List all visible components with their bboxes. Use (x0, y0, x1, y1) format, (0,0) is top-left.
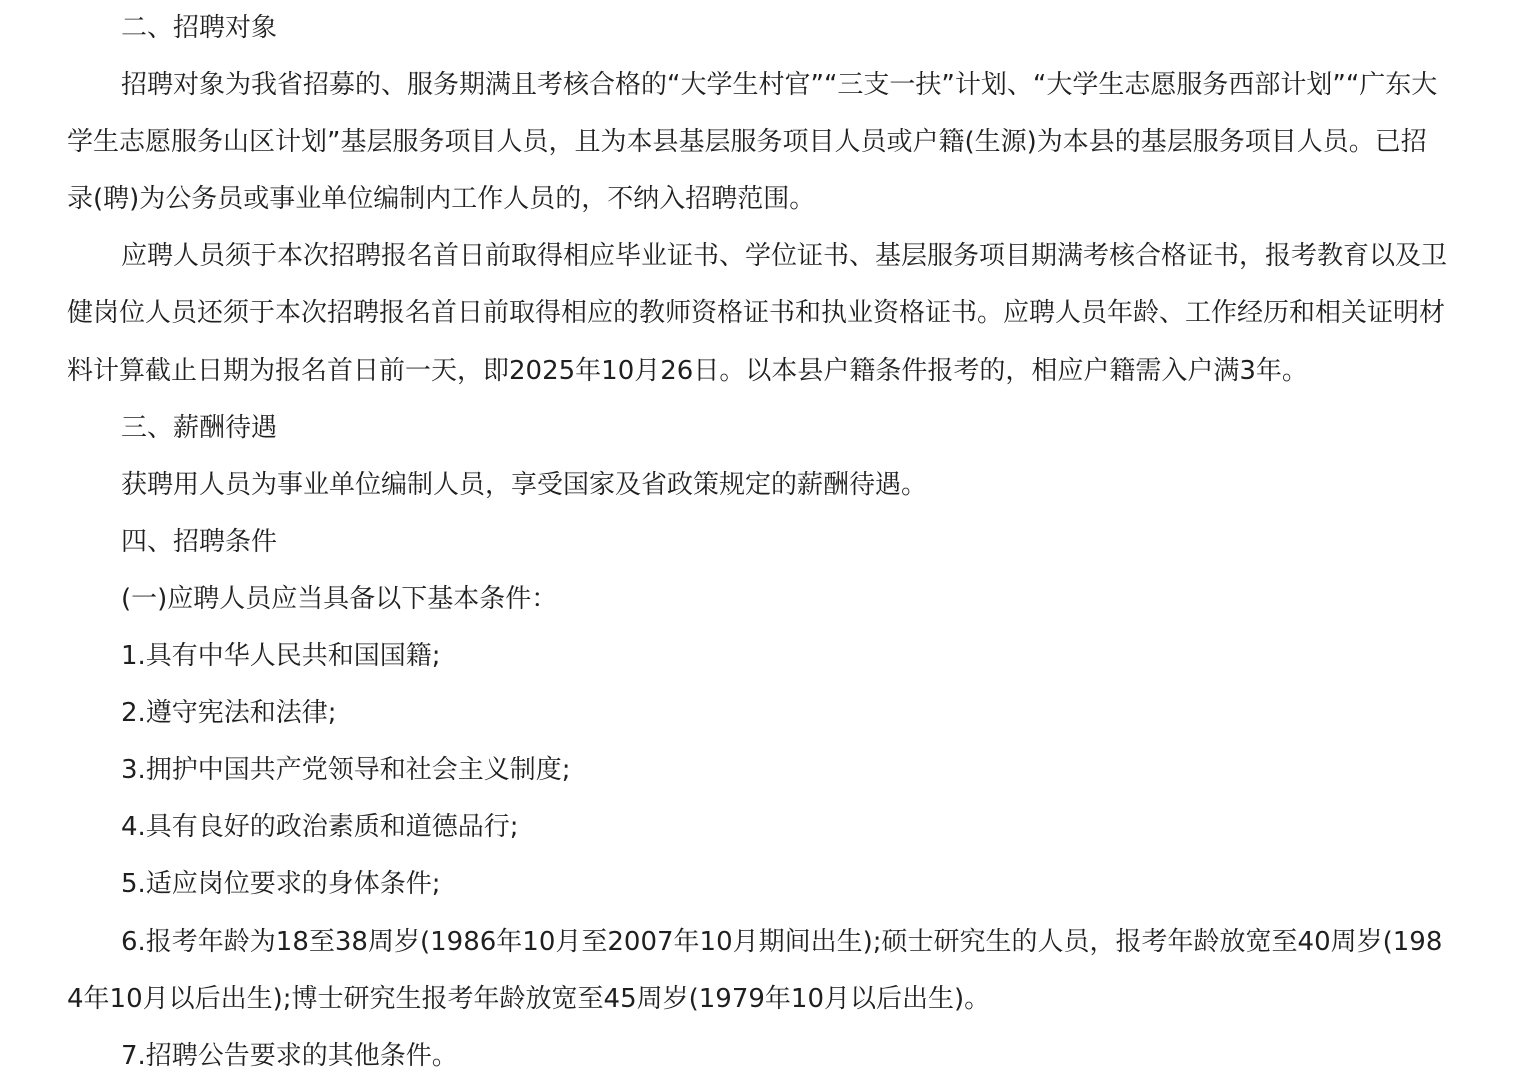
paragraph-recruitment-target: 招聘对象为我省招募的、服务期满且考核合格的“大学生村官”“三支一扶”计划、“大学生志愿服务西部计划”“广东大学生志愿服务山区计划”基层服务项目人员，且为本县基层服务项目人员或户籍(生源)为本县的基层服务项目人员。已招录(聘)为公务员或事业单位编制内工作人员的，不纳入招聘范围。 (67, 70, 1438, 215)
document-body (67, 0, 1452, 1085)
condition-item: 4.具有良好的政治素质和道德品行; (121, 812, 519, 843)
condition-item: 6.报考年龄为18至38周岁(1986年10月至2007年10月期间出生);硕士研究生的人员，报考年龄放宽至40周岁(1984年10月以后出生);博士研究生报考年龄放宽至45周岁(1979年10月以后出生)。 (67, 926, 1443, 1014)
section-heading-conditions: 四、招聘条件 (121, 526, 278, 557)
condition-item: 3.拥护中国共产党领导和社会主义制度; (121, 755, 571, 786)
section-heading-salary: 三、薪酬待遇 (121, 412, 278, 443)
condition-item: 2.遵守宪法和法律; (121, 698, 337, 729)
condition-item: 1.具有中华人民共和国国籍; (121, 641, 441, 672)
paragraph-salary: 获聘用人员为事业单位编制人员，享受国家及省政策规定的薪酬待遇。 (121, 469, 928, 500)
condition-item: 5.适应岗位要求的身体条件; (121, 869, 441, 900)
paragraph-conditions-intro: (一)应聘人员应当具备以下基本条件： (121, 583, 558, 614)
paragraph-applicant-requirements: 应聘人员须于本次招聘报名首日前取得相应毕业证书、学位证书、基层服务项目期满考核合格证书，报考教育以及卫健岗位人员还须于本次招聘报名首日前取得相应的教师资格证书和执业资格证书。应聘人员年龄、工作经历和相关证明材料计算截止日期为报名首日前一天，即2025年10月26日。以本县户籍条件报考的，相应户籍需入户满3年。 (67, 241, 1448, 386)
condition-item: 7.招聘公告要求的其他条件。 (121, 1040, 458, 1071)
section-heading-recruitment-target: 二、招聘对象 (121, 13, 278, 43)
